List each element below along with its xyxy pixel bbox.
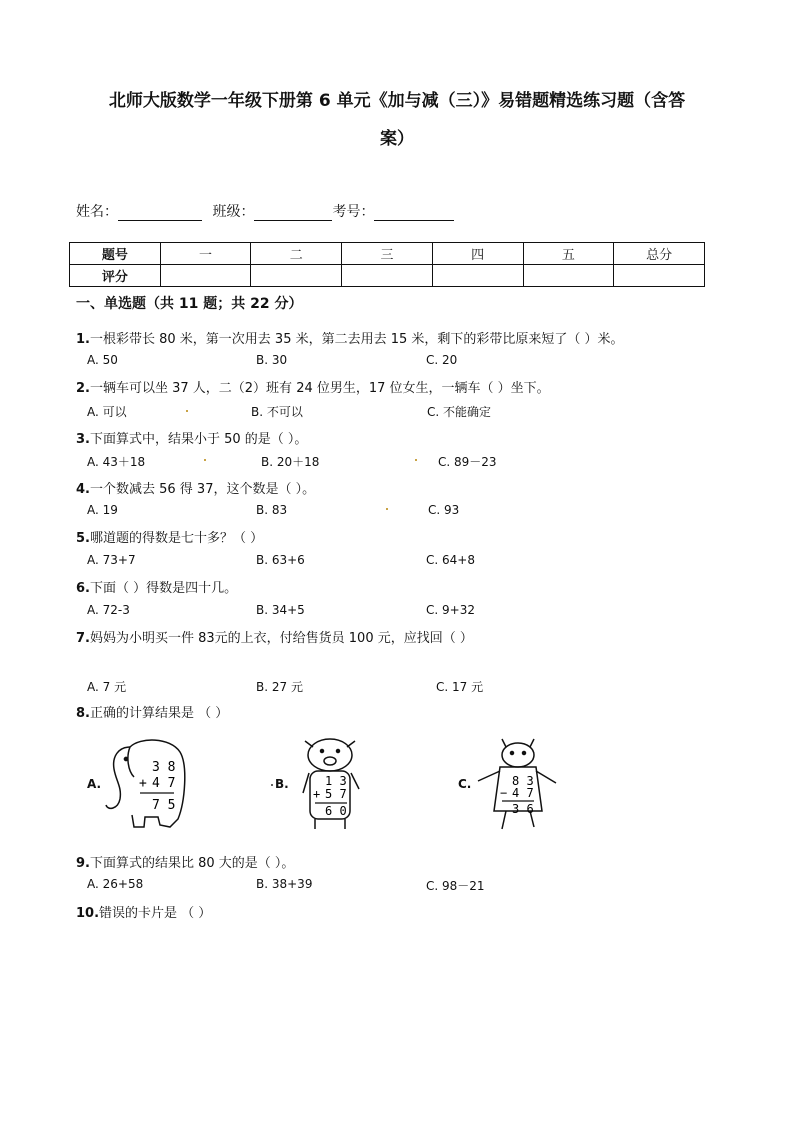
speck-mark [204,459,206,461]
speck-mark [271,784,273,786]
question-text: 下面算式中，结果小于 50 的是（ ）。 [89,432,308,447]
option-b[interactable]: B. 27 元 [256,680,303,694]
score-header-cell: 五 [523,243,614,265]
question-10 [76,902,211,921]
score-table-header-row [70,243,705,265]
speck-mark [186,410,188,412]
question-number: 7. [76,631,90,646]
question-4 [76,478,315,497]
option-a[interactable]: A. 43＋18 [87,455,146,469]
card-operator: + [139,776,147,791]
question-8 [76,702,228,721]
option-a[interactable]: A. 50 [87,353,118,367]
option-b[interactable]: B. 38+39 [256,877,313,891]
exam-label: 考号： [332,204,375,220]
option-c[interactable]: C. [458,777,472,791]
question-5 [76,527,263,546]
question-number: 5. [76,531,90,546]
score-header-cell: 题号 [70,243,161,265]
card-result: 3 6 [512,802,534,816]
class-blank[interactable] [254,206,332,221]
option-c[interactable]: C. 64+8 [426,553,475,567]
score-row-label: 评分 [70,265,161,287]
question-number: 6. [76,581,90,596]
speck-mark [386,508,388,510]
question-2 [76,377,550,396]
option-b[interactable]: B. 83 [256,503,288,517]
document-title-line2: 案） [380,129,414,149]
question-1 [76,328,624,347]
card-number-bottom: 4 7 [512,786,534,800]
score-header-cell: 二 [251,243,342,265]
score-table [69,242,705,287]
score-cell[interactable] [160,265,251,287]
document-title-line1: 北师大版数学一年级下册第 6 单元《加与减（三）》易错题精选练习题（含答 [108,91,686,111]
question-number: 4. [76,482,90,497]
question-7 [76,627,473,646]
option-b[interactable]: B. 30 [256,353,288,367]
option-a[interactable]: A. 72-3 [87,603,130,617]
question-text: 妈妈为小明买一件 83元的上衣，付给售货员 100 元，应找回（ ） [89,631,473,646]
card-number-top: 8 3 [512,774,534,788]
card-number-top: 3 8 [152,760,176,775]
score-header-cell: 三 [342,243,433,265]
card-number-top: 1 3 [325,774,347,788]
name-blank[interactable] [118,206,202,221]
option-a[interactable]: A. [87,777,102,791]
question-text: 正确的计算结果是 （ ） [89,706,229,721]
option-c[interactable]: C. 9+32 [426,603,475,617]
question-number: 8. [76,706,90,721]
name-label: 姓名： [76,204,118,220]
question-number: 1. [76,332,90,347]
option-c[interactable]: C. 20 [426,353,458,367]
card-result: 7 5 [152,798,176,813]
option-a[interactable]: A. 19 [87,503,118,517]
question-text: 哪道题的得数是七十多？（ ） [89,531,264,546]
option-b[interactable]: B. 63+6 [256,553,305,567]
option-b[interactable]: B. [275,777,289,791]
elephant-card-image[interactable] [100,737,190,832]
card-number-bottom: 5 7 [325,787,347,801]
section-heading: 一、单选题（共 11 题；共 22 分） [76,296,303,312]
option-b[interactable]: B. 不可以 [251,405,303,419]
option-a[interactable]: A. 可以 [87,405,127,419]
pig-card-image[interactable] [295,733,365,833]
question-text: 错误的卡片是 （ ） [99,906,212,921]
class-label: 班级： [212,204,255,220]
card-operator: + [313,787,321,801]
score-header-cell: 四 [432,243,523,265]
card-number-bottom: 4 7 [152,776,176,791]
question-number: 2. [76,381,90,396]
score-header-cell: 总分 [614,243,705,265]
option-b[interactable]: B. 34+5 [256,603,305,617]
question-text: 下面算式的结果比 80 大的是（ ）。 [89,856,295,871]
speck-mark [415,459,417,461]
question-number: 9. [76,856,90,871]
question-3 [76,428,307,447]
question-text: 一辆车可以坐 37 人，二（2）班有 24 位男生，17 位女生，一辆车（ ）坐下。 [89,381,550,396]
question-text: 下面（ ）得数是四十几。 [89,581,238,596]
cat-card-image[interactable] [472,733,562,833]
option-c[interactable]: C. 89－23 [438,455,497,469]
option-a[interactable]: A. 7 元 [87,680,127,694]
student-info [76,201,454,221]
score-cell[interactable] [432,265,523,287]
option-c[interactable]: C. 不能确定 [427,405,492,419]
option-b[interactable]: B. 20＋18 [261,455,320,469]
question-number: 10. [76,906,100,921]
option-a[interactable]: A. 73+7 [87,553,136,567]
option-c[interactable]: C. 17 元 [436,680,484,694]
score-cell[interactable] [614,265,705,287]
card-operator: − [500,786,508,800]
score-header-cell: 一 [160,243,251,265]
score-table-score-row [70,265,705,287]
question-6 [76,577,237,596]
question-9 [76,852,294,871]
question-text: 一根彩带长 80 米，第一次用去 35 米，第二去用去 15 米，剩下的彩带比原来短了（ ）米。 [89,332,624,347]
option-c[interactable]: C. 93 [428,503,460,517]
score-cell[interactable] [251,265,342,287]
option-a[interactable]: A. 26+58 [87,877,144,891]
score-cell[interactable] [342,265,433,287]
option-c[interactable]: C. 98－21 [426,879,485,893]
score-cell[interactable] [523,265,614,287]
question-text: 一个数减去 56 得 37，这个数是（ ）。 [89,482,316,497]
card-result: 6 0 [325,804,347,818]
question-number: 3. [76,432,90,447]
exam-blank[interactable] [374,206,454,221]
